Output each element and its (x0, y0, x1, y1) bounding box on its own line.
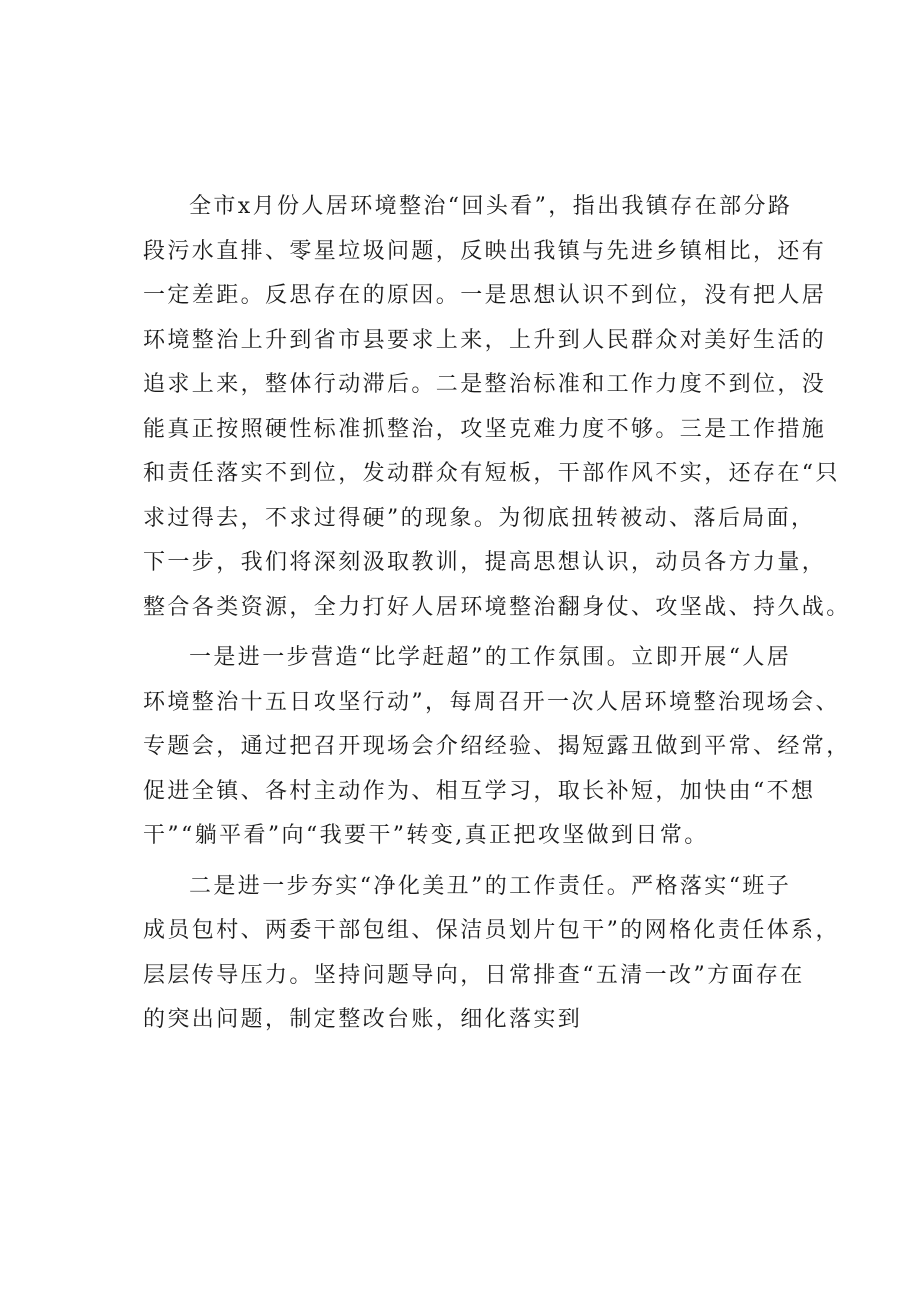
text-line: 段污水直排、零星垃圾问题，反映出我镇与先进乡镇相比，还有 (143, 238, 827, 264)
paragraph-measure-one (143, 636, 851, 859)
paragraph-reflection (143, 185, 851, 630)
text-line: 干”“躺平看”向“我要干”转变,真正把攻坚做到日常。 (143, 823, 709, 848)
text-line: 环境整治上升到省市县要求上来，上升到人民群众对美好生活的 (143, 327, 827, 353)
text-line: 的突出问题，制定整改台账，细化落实到 (143, 1007, 583, 1032)
document-body (143, 185, 851, 1049)
text-line: 能真正按照硬性标准抓整治，攻坚克难力度不够。三是工作措施 (143, 416, 827, 442)
text-line: 专题会，通过把召开现场会介绍经验、揭短露丑做到平常、经常， (143, 734, 851, 759)
text-line: 环境整治十五日攻坚行动”，每周召开一次人居环境整治现场会、 (143, 689, 840, 715)
text-line: 下一步，我们将深刻汲取教训，提高思想认识，动员各方力量， (143, 550, 827, 575)
text-line: 追求上来，整体行动滞后。二是整治标准和工作力度不到位，没 (143, 372, 827, 397)
text-line: 一定差距。反思存在的原因。一是思想认识不到位，没有把人居 (143, 283, 827, 308)
text-line: 和责任落实不到位，发动群众有短板，干部作风不实，还存在“只 (143, 461, 840, 486)
text-line: 一是进一步营造“比学赶超”的工作氛围。立即开展“人居 (189, 645, 792, 670)
text-line: 二是进一步夯实“净化美丑”的工作责任。严格落实“班子 (189, 873, 792, 899)
text-line: 整合各类资源，全力打好人居环境整治翻身仗、攻坚战、持久战。 (143, 594, 851, 620)
paragraph-measure-two (143, 865, 840, 1043)
text-line: 求过得去，不求过得硬”的现象。为彻底扭转被动、落后局面， (143, 505, 816, 531)
text-line: 成员包村、两委干部包组、保洁员划片包干”的网格化责任体系， (143, 918, 840, 943)
text-line: 层层传导压力。坚持问题导向，日常排查“五清一改”方面存在 (143, 962, 805, 988)
text-line: 全市x月份人居环境整治“回头看”，指出我镇存在部分路 (189, 194, 793, 219)
text-line: 促进全镇、各村主动作为、相互学习，取长补短，加快由“不想 (143, 778, 816, 804)
